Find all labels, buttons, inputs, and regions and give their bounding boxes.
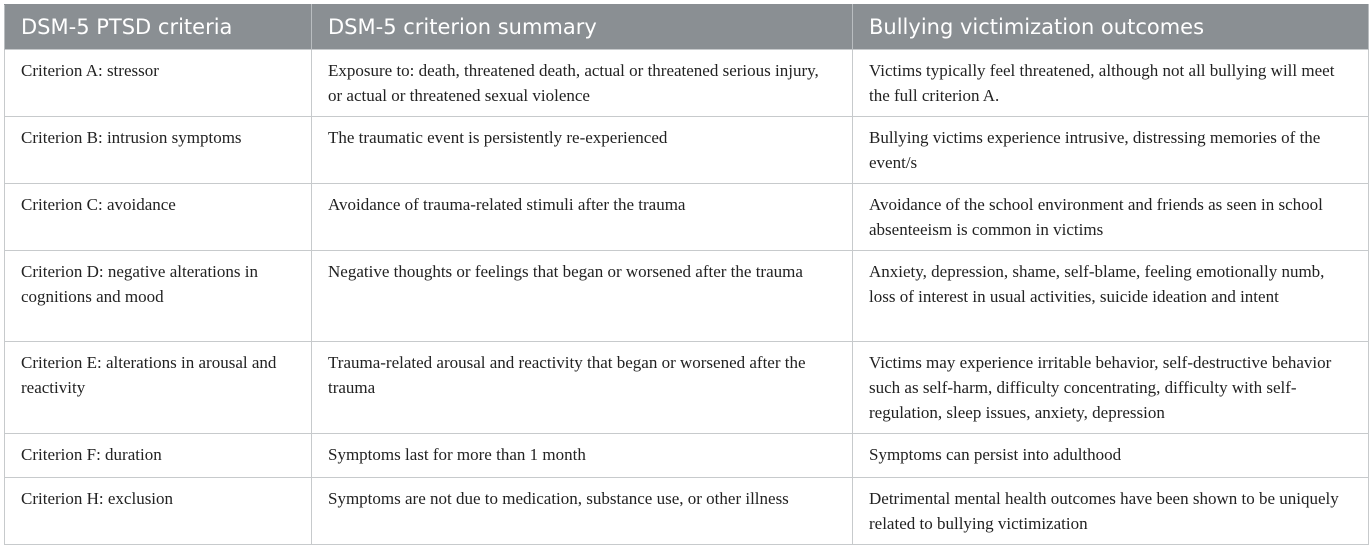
outcome-cell: Anxiety, depression, shame, self-blame, feeling emotionally numb, loss of interest in usual activities, suicide ideation and intent [853, 251, 1369, 342]
criterion-cell: Criterion C: avoidance [5, 184, 312, 251]
summary-cell: Symptoms are not due to medication, substance use, or other illness [312, 478, 853, 545]
criterion-cell: Criterion A: stressor [5, 50, 312, 117]
outcome-cell: Victims may experience irritable behavior, self-destructive behavior such as self-harm, difficulty concentrating, difficulty with self-regulation, sleep issues, anxiety, depression [853, 342, 1369, 434]
ptsd-bullying-table [4, 4, 1369, 545]
summary-cell: Trauma-related arousal and reactivity that began or worsened after the trauma [312, 342, 853, 434]
table-row [5, 342, 1369, 434]
summary-cell: The traumatic event is persistently re-experienced [312, 117, 853, 184]
summary-cell: Symptoms last for more than 1 month [312, 434, 853, 478]
header-criterion-summary: DSM-5 criterion summary [312, 5, 853, 50]
outcome-cell: Avoidance of the school environment and friends as seen in school absenteeism is common in victims [853, 184, 1369, 251]
outcome-cell: Detrimental mental health outcomes have been shown to be uniquely related to bullying victimization [853, 478, 1369, 545]
table-row [5, 251, 1369, 342]
ptsd-bullying-table-container [4, 4, 1368, 545]
header-row [5, 5, 1369, 50]
table-row [5, 478, 1369, 545]
criterion-cell: Criterion H: exclusion [5, 478, 312, 545]
summary-cell: Exposure to: death, threatened death, actual or threatened serious injury, or actual or threatened sexual violence [312, 50, 853, 117]
table-row [5, 50, 1369, 117]
criterion-cell: Criterion D: negative alterations in cognitions and mood [5, 251, 312, 342]
header-dsm5-criteria: DSM-5 PTSD criteria [5, 5, 312, 50]
header-bullying-outcomes: Bullying victimization outcomes [853, 5, 1369, 50]
summary-cell: Avoidance of trauma-related stimuli after the trauma [312, 184, 853, 251]
table-body [5, 50, 1369, 545]
table-row [5, 117, 1369, 184]
table-row [5, 434, 1369, 478]
criterion-cell: Criterion F: duration [5, 434, 312, 478]
criterion-cell: Criterion B: intrusion symptoms [5, 117, 312, 184]
criterion-cell: Criterion E: alterations in arousal and reactivity [5, 342, 312, 434]
table-row [5, 184, 1369, 251]
table-header [5, 5, 1369, 50]
summary-cell: Negative thoughts or feelings that began or worsened after the trauma [312, 251, 853, 342]
outcome-cell: Symptoms can persist into adulthood [853, 434, 1369, 478]
outcome-cell: Victims typically feel threatened, although not all bullying will meet the full criterion A. [853, 50, 1369, 117]
outcome-cell: Bullying victims experience intrusive, distressing memories of the event/s [853, 117, 1369, 184]
